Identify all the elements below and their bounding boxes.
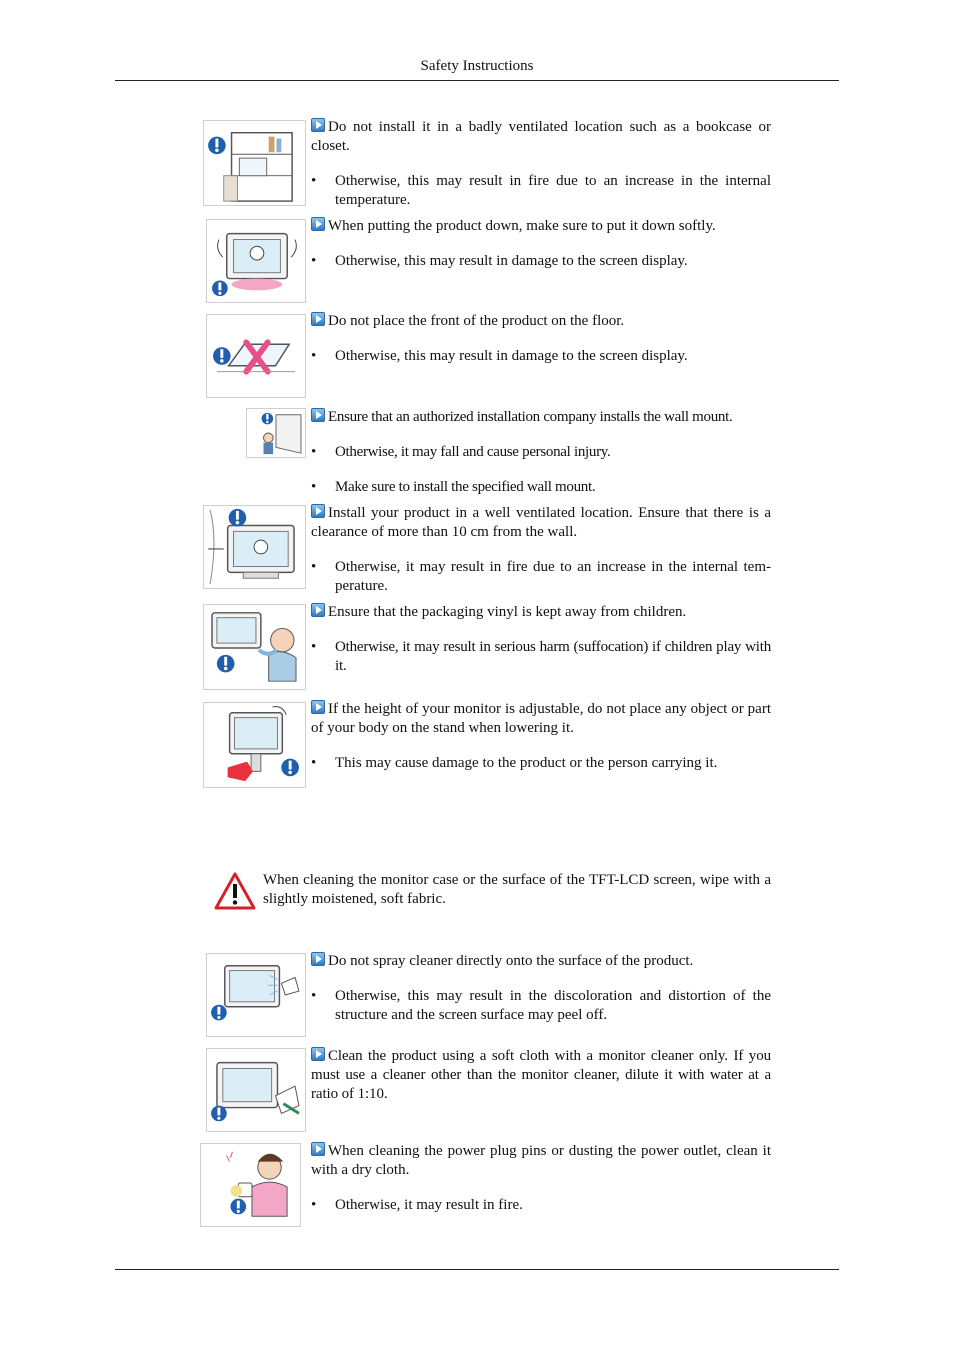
list-item: • Otherwise, this may result in damage to the screen display. — [311, 347, 771, 366]
item-lead-text: Do not spray cleaner directly onto the surface of the product. — [328, 953, 694, 969]
item-lead-text: Clean the product using a soft cloth with a monitor cleaner only. If you must use a cleaner other than the monitor cleaner, dilute it with water at a ratio of 1:10. — [311, 1048, 771, 1102]
list-item: • This may cause damage to the product or the person carrying it. — [311, 754, 771, 773]
list-item: • Otherwise, this may result in the discoloration and distortion of the structure and the screen surface may peel off. — [311, 987, 771, 1025]
list-item: • Otherwise, it may result in fire. — [311, 1196, 771, 1215]
illustration-packaging-vinyl — [203, 604, 306, 690]
list-item: • Make sure to install the specified wall mount. — [311, 478, 771, 497]
item-height-adjustable — [311, 700, 771, 773]
item-lead-text: Do not install it in a badly ventilated location such as a bookcase or closet. — [311, 119, 771, 154]
illustration-power-plug — [200, 1143, 301, 1227]
illustration-spray-cleaner — [206, 953, 306, 1037]
illustration-ventilated-location — [203, 505, 306, 589]
illustration-put-down-softly — [206, 219, 306, 303]
item-lead-text: Do not place the front of the product on the floor. — [328, 313, 625, 329]
illustration-height-adjustable — [203, 702, 306, 788]
item-lead-text: When cleaning the power plug pins or dusting the power outlet, clean it with a dry cloth. — [311, 1143, 771, 1178]
item-lead-text: Install your product in a well ventilated location. Ensure that there is a clearance of more than 10 cm from the wall. — [311, 505, 771, 540]
list-item: • Otherwise, this may result in damage to the screen display. — [311, 252, 771, 271]
list-item: • Otherwise, it may result in serious harm (suffocation) if children play with it. — [311, 638, 771, 676]
illustration-wall-mount — [246, 408, 306, 458]
list-item: • Otherwise, it may fall and cause personal injury. — [311, 443, 771, 462]
item-bookcase — [311, 118, 771, 210]
caution-triangle-icon — [213, 871, 257, 911]
item-wall-mount — [311, 408, 771, 497]
list-item: • Otherwise, this may result in fire due to an increase in the internal temperature. — [311, 172, 771, 210]
arrow-bullet-icon — [311, 952, 325, 966]
arrow-bullet-icon — [311, 217, 325, 231]
item-put-down-softly — [311, 217, 771, 271]
arrow-bullet-icon — [311, 408, 325, 422]
page-header-title: Safety Instructions — [420, 58, 534, 74]
header-rule — [115, 80, 839, 81]
arrow-bullet-icon — [311, 118, 325, 132]
item-lead-text: If the height of your monitor is adjustable, do not place any object or part of your body on the stand when lowering it. — [311, 701, 771, 736]
list-item: • Otherwise, it may result in fire due to an increase in the internal tem-perature. — [311, 558, 771, 596]
arrow-bullet-icon — [311, 312, 325, 326]
caution-text: When cleaning the monitor case or the surface of the TFT-LCD screen, wipe with a slightly moistened, soft fabric. — [263, 872, 771, 907]
item-power-plug — [311, 1142, 771, 1215]
item-lead-text: Ensure that the packaging vinyl is kept away from children. — [328, 604, 687, 620]
arrow-bullet-icon — [311, 603, 325, 617]
illustration-front-on-floor — [206, 314, 306, 398]
item-packaging-vinyl — [311, 603, 771, 676]
illustration-soft-cloth — [206, 1048, 306, 1132]
item-soft-cloth — [311, 1047, 771, 1104]
item-lead-text: When putting the product down, make sure to put it down softly. — [328, 218, 716, 234]
arrow-bullet-icon — [311, 504, 325, 518]
arrow-bullet-icon — [311, 1047, 325, 1061]
footer-rule — [115, 1269, 839, 1270]
item-ventilated-location — [311, 504, 771, 596]
item-spray-cleaner — [311, 952, 771, 1025]
arrow-bullet-icon — [311, 700, 325, 714]
arrow-bullet-icon — [311, 1142, 325, 1156]
item-front-on-floor — [311, 312, 771, 366]
illustration-bookcase — [203, 120, 306, 206]
item-lead-text: Ensure that an authorized installation company installs the wall mount. — [328, 409, 733, 425]
